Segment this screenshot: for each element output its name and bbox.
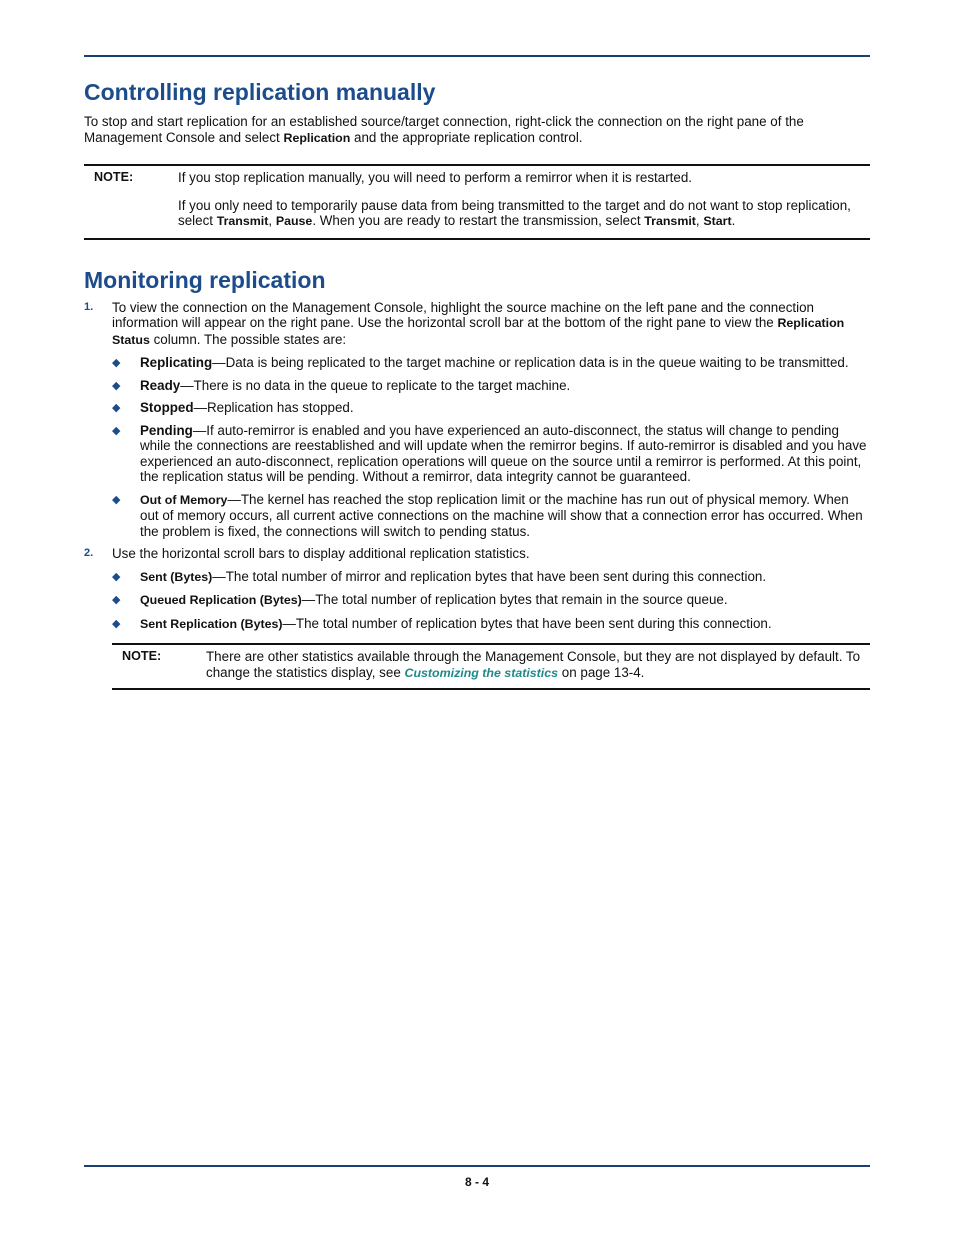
step-text: To view the connection on the Management Console, highlight the source machine on the left pane and the connection information will appear on the right pane. Use the horizontal scroll bar at the bottom of the right pane to view the: [112, 299, 814, 330]
list-item: [112, 492, 870, 540]
states-list: [112, 355, 870, 539]
list-item: [112, 355, 870, 371]
diamond-bullet-icon: ◆: [112, 424, 121, 437]
state-term: Ready: [140, 377, 181, 393]
state-term: Stopped: [140, 400, 194, 415]
note-paragraph-2: [178, 198, 870, 230]
step-1: [84, 300, 870, 540]
section-title-controlling: Controlling replication manually: [84, 79, 436, 105]
list-item: [112, 400, 870, 416]
note-body: [206, 649, 870, 681]
state-term: Replicating: [140, 355, 213, 370]
diamond-bullet-icon: ◆: [112, 594, 121, 606]
note-body: [178, 170, 870, 230]
state-desc: —There is no data in the queue to replicate to the target machine.: [180, 377, 571, 393]
stat-desc: —The total number of mirror and replication bytes that have been sent during this connection.: [212, 568, 767, 584]
intro-bold-replication: Replication: [283, 130, 351, 145]
list-item: [112, 616, 870, 633]
pause-bold: Pause: [275, 214, 313, 228]
stat-term: Sent Replication (Bytes): [140, 616, 283, 631]
statistics-list: [112, 569, 870, 633]
state-term: Out of Memory: [140, 492, 228, 507]
intro-text-end: and the appropriate replication control.: [350, 129, 583, 145]
stat-term: Queued Replication (Bytes): [140, 593, 302, 607]
diamond-bullet-icon: ◆: [112, 493, 121, 506]
footer-rule: [84, 1165, 870, 1167]
page-content: [84, 76, 870, 690]
page-number: 8 - 4: [464, 1175, 489, 1189]
section-title-monitoring: Monitoring replication: [84, 266, 326, 293]
note-text: There are other statistics available through the Management Console, but they are not displayed by default. To change the statistics display, see: [206, 649, 861, 680]
step-2: [84, 546, 870, 632]
note-paragraph: [206, 649, 870, 681]
note-paragraph-1: If you stop replication manually, you will need to perform a remirror when it is restarted.: [178, 170, 693, 185]
transmit-bold-2: Transmit: [644, 214, 696, 228]
stat-desc: —The total number of replication bytes that have been sent during this connection.: [282, 615, 772, 631]
diamond-bullet-icon: ◆: [112, 379, 121, 392]
list-item: [112, 378, 870, 394]
header-rule: [84, 55, 870, 57]
replication-status-bold: Replication Status: [112, 316, 845, 347]
list-item: [112, 423, 870, 485]
diamond-bullet-icon: ◆: [112, 617, 121, 630]
note-label: NOTE:: [94, 170, 134, 184]
note-text-mid: . When you are ready to restart the transmission, select: [312, 213, 645, 228]
diamond-bullet-icon: ◆: [112, 570, 121, 583]
intro-text: To stop and start replication for an established source/target connection, right-click the connection on the right pane of the Management Console and select: [84, 114, 804, 145]
note-label: NOTE:: [122, 649, 162, 663]
diamond-bullet-icon: ◆: [112, 402, 121, 414]
state-term: Pending: [140, 422, 193, 438]
start-bold: Start: [703, 214, 732, 228]
note-text: If you only need to temporarily pause data from being transmitted to the target and do not want to stop replication, select: [178, 197, 851, 228]
note-text-end: .: [731, 213, 736, 228]
note-sep-2: ,: [695, 213, 704, 228]
step-number: 1.: [84, 300, 94, 313]
state-desc: —The kernel has reached the stop replication limit or the machine has run out of physical memory. When out of memory occurs, all current active connections on the machine will show that a connection error has occurred. When the problem is fixed, the connections will switch to pending status.: [140, 491, 863, 539]
note-text-end: on page 13-4.: [558, 664, 645, 680]
section-intro: [84, 114, 870, 146]
list-item: [112, 569, 870, 586]
note-box-1: [84, 164, 870, 240]
stat-desc: —The total number of replication bytes that remain in the source queue.: [301, 592, 728, 607]
state-desc: —Data is being replicated to the target machine or replication data is in the queue waiting to be transmitted.: [212, 355, 849, 370]
transmit-bold: Transmit: [216, 214, 269, 228]
diamond-bullet-icon: ◆: [112, 357, 121, 369]
step-text-end: column. The possible states are:: [149, 331, 347, 347]
list-item: [112, 592, 870, 609]
note-sep: ,: [268, 213, 276, 228]
steps-list: [84, 300, 870, 633]
state-desc: —Replication has stopped.: [193, 400, 354, 415]
state-desc: —If auto-remirror is enabled and you have experienced an auto-disconnect, the status will change to pending while the connections are reestablished and will update when the remirror begins. If auto-remirror is disabled and you have experienced an auto-disconnect, replication operations will queue on the source until a remirror is performed. At this point, the replication status will be pending. Without a remirror, data integrity cannot be guaranteed.: [140, 422, 867, 484]
step-text: Use the horizontal scroll bars to display additional replication statistics.: [112, 546, 530, 561]
step-number: 2.: [84, 547, 94, 559]
customizing-statistics-link[interactable]: Customizing the statistics: [404, 665, 559, 680]
stat-term: Sent (Bytes): [140, 569, 213, 584]
note-box-2: [112, 643, 870, 690]
